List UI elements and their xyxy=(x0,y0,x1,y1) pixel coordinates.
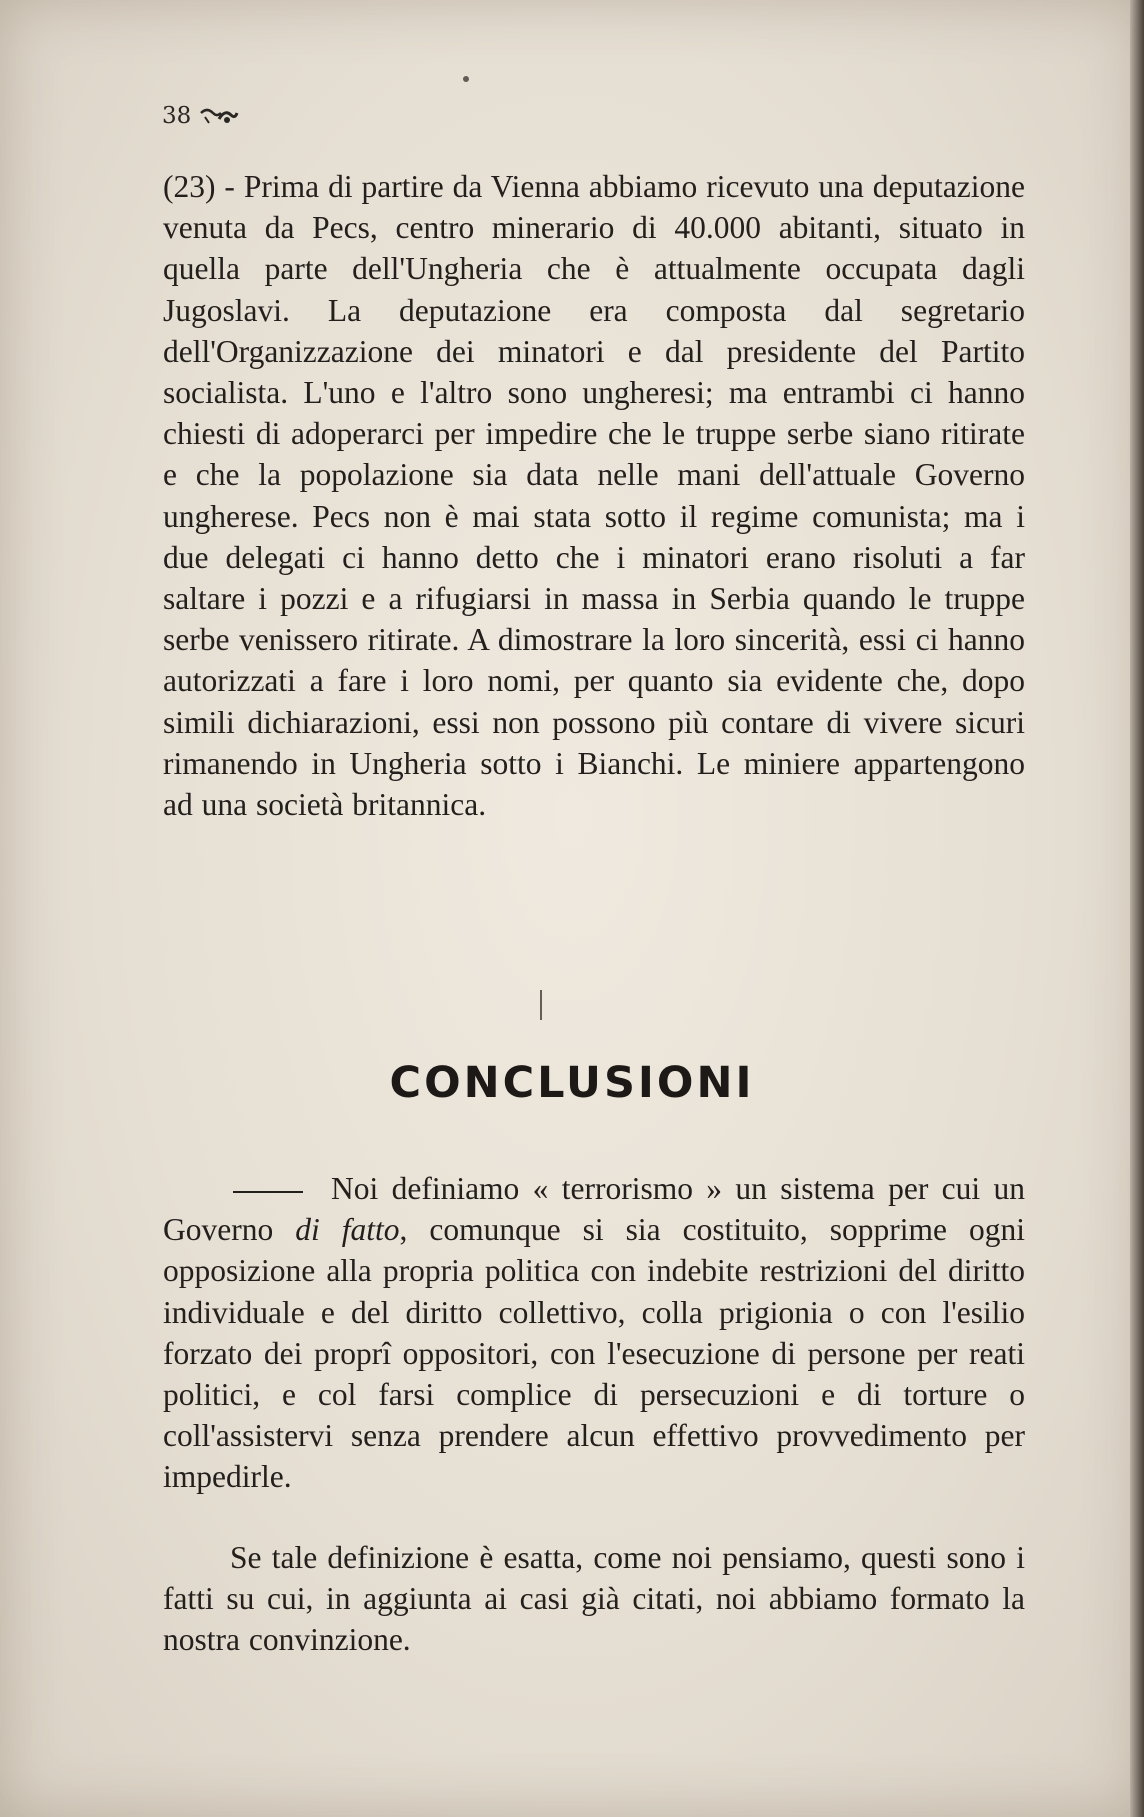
bleed-through-mark xyxy=(540,990,542,1020)
definition-text-italic: di fatto xyxy=(295,1212,400,1248)
page-header xyxy=(162,103,239,129)
em-dash-lead xyxy=(233,1191,303,1193)
closing-text: Se tale definizione è esatta, come noi pensiamo, questi sono i fatti su cui, in aggiunta ai casi già citati, noi abbiamo formato la nostra convinzione. xyxy=(163,1540,1025,1658)
definition-text-before: Noi definiamo « terrorismo » un sistema per cui un Governo xyxy=(163,1171,1025,1248)
scroll-ornament-icon xyxy=(199,105,239,127)
closing-paragraph xyxy=(163,1537,1025,1661)
ink-speck xyxy=(463,76,469,82)
page-edge-shadow xyxy=(1130,0,1144,1817)
section-heading: CONCLUSIONI xyxy=(389,1058,755,1108)
definition-text-after: , comunque si sia costituito, sopprime ogni opposizione alla propria politica con indebite restrizioni del diritto individuale e del diritto collettivo, colla prigionia o con l'esilio forzato dei proprî oppositori, con l'esecuzione di persone per reati politici, e col farsi complice di persecuzioni e di torture o coll'assistervi senza prendere alcun effettivo provvedimento per impedirle. xyxy=(163,1212,1025,1495)
page-number: 38 xyxy=(162,103,192,129)
footnote-23-paragraph: (23) - Prima di partire da Vienna abbiamo ricevuto una deputazione venuta da Pecs, centro minerario di 40.000 abitanti, situato in quella parte dell'Ungheria che è attualmente occupata dagli Jugoslavi. La deputazione era composta dal segretario dell'Organizzazione dei minatori e dal presidente del Partito socialista. L'uno e l'altro sono ungheresi; ma entrambi ci hanno chiesti di adoperarci per impedire che le truppe serbe siano ritirate e che la popolazione sia data nelle mani dell'attuale Governo ungherese. Pecs non è mai stata sotto il regime comunista; ma i due delegati ci hanno detto che i minatori erano risoluti a far saltare i pozzi e a rifugiarsi in massa in Serbia quando le truppe serbe venissero ritirate. A dimostrare la loro sincerità, essi ci hanno autorizzati a fare i loro nomi, per quanto sia evidente che, dopo simili dichiarazioni, essi non possono più contare di vivere sicuri rimanendo in Ungheria sotto i Bianchi. Le miniere appartengono ad una società britannica. xyxy=(163,169,1025,823)
definition-paragraph xyxy=(163,1168,1025,1498)
